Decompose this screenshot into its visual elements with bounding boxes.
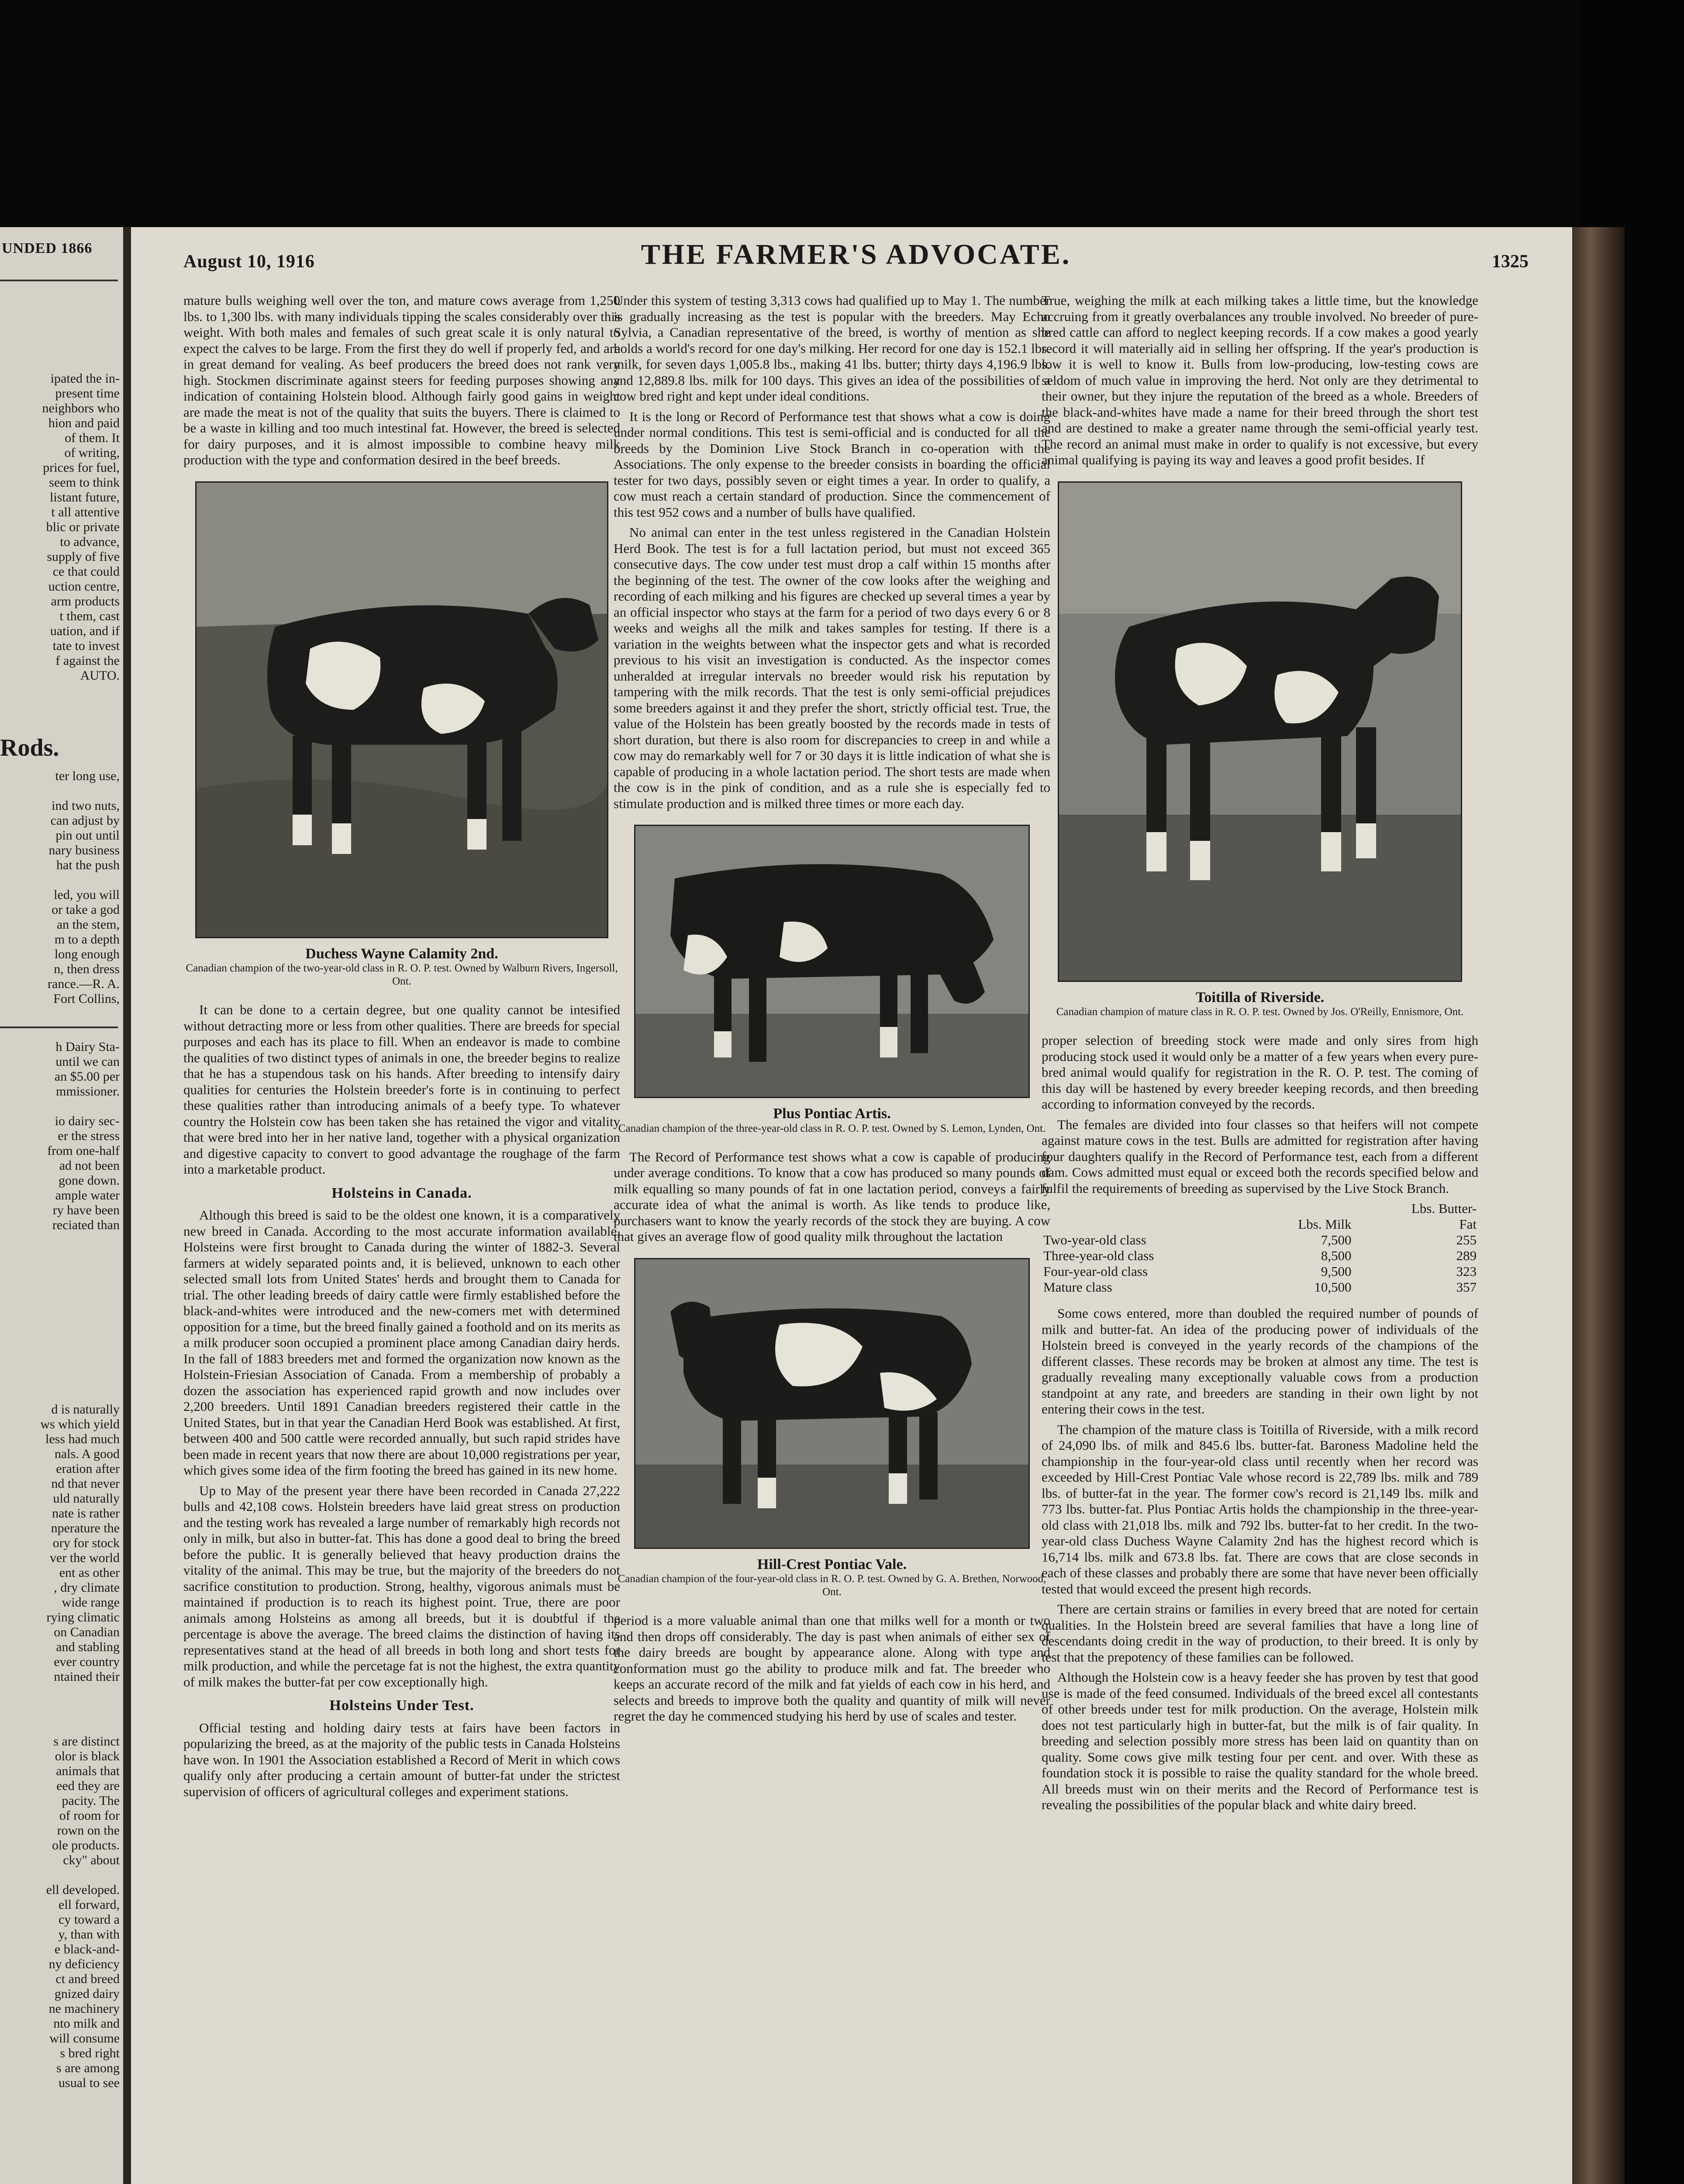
article-paragraph: No animal can enter in the test unless registered in the Canadian Holstein Herd Book. The test is for a full lactation period, but must not exceed 365 consecutive days. The cow under test must drop a calf within 15 months after the beginning of the test. The owner of the cow looks after the weighing and recording of each milking and his figures are checked up several times a year by an official inspector who stays at the farm for a period of two days every 6 or 8 weeks and weighs all the milk and takes samples for testing. If there is a variation in the weights between what the inspector gets and what is recorded previous to his visit an investigation is conducted. As the inspector comes unheralded at irregular intervals no breeder would risk his reputation by tampering with the milk records. That the test is only semi-official prejudices some breeders against it and they prefer the short, strictly official test. True, the value of the Holstein has been greatly boosted by the records made in tests of short duration, but there is also room for discrepancies to creep in and while a cow may do remarkably well for 7 or 30 days it is little indication of what she is capable of producing in a whole lactation period. The short tests are made when the cow is in the pink of condition, and as a rule she is especially fed to stimulate production and is milked three times or more each day. <box>614 525 1050 811</box>
table-cell-milk: 10,500 <box>1314 1279 1352 1295</box>
publication-title: THE FARMER'S ADVOCATE. <box>641 238 1071 270</box>
article-paragraph: The champion of the mature class is Toitilla of Riverside, with a milk record of 24,090 lbs. of milk and 845.6 lbs. butter-fat. Baroness Madoline held the championship in the four-year-old class until recently when her record was exceeded by Hill-Crest Pontiac Vale whose record is 22,789 lbs. milk and 789 lbs. of butter-fat in the year. The former cow's record is 21,149 lbs. milk and 773 lbs. butter-fat. Plus Pontiac Artis holds the championship in the three-year-old class with 21,018 lbs. milk and 792 lbs. butter-fat to her credit. In the two-year-old class Duchess Wayne Calamity 2nd has the highest record which is 16,714 lbs. milk and 673.8 lbs. fat. There are cows that are close seconds in each of these classes and probably there are some that have never been officially tested that would exceed the present high records. <box>1042 1421 1478 1597</box>
photo-caption-title: Duchess Wayne Calamity 2nd. <box>305 945 498 962</box>
section-heading: Holsteins Under Test. <box>329 1697 474 1714</box>
table-header-fat-top: Lbs. Butter- <box>1411 1201 1477 1216</box>
table-cell-class: Three-year-old class <box>1043 1248 1154 1263</box>
rop-standards-table <box>1042 1201 1478 1295</box>
article-paragraph: The females are divided into four classes so that heifers will not compete against mature cows in the test. Bulls are admitted for registration after having four daughters qualify in the Record of Performance test, each from a different dam. Cows admitted must equal or exceed both the records specified below and fulfil the requirements of breeding as supervised by the Live Stock Branch. <box>1042 1116 1478 1196</box>
article-paragraph: It can be done to a certain degree, but one quality cannot be intesified without detracting more or less from other qualities. There are breeds for special purposes and each has its place to fill. When an endeavor is made to combine the qualities of two distinct types of animals in one, the breeder begins to realize that he has a stupendous task on his hands. After breeding to intensify dairy qualities for centuries the Holstein breeder's forte is in continuing to perfect these qualities rather than introducing animals of a beefy type. To whatever country the Holstein cow has been taken she has retained the vigor and vitality that were bred into her in her native land, together with a physical organization and digestive capacity to convert to good advantage the roughage of the farm into a marketable product. <box>183 1002 620 1177</box>
photo-figure <box>614 1258 1050 1599</box>
photo-figure <box>614 825 1050 1135</box>
table-row <box>1042 1232 1478 1248</box>
article-paragraph: Under this system of testing 3,313 cows had qualified up to May 1. The number is gradually increasing as the test is popular with the breeders. May Echo Sylvia, a Canadian representative of the breed, is worthy of mention as she holds a world's record for one day's milking. Her record for one day is 152.1 lbs. milk, for seven days 1,005.8 lbs., making 41 lbs. butter; thirty days 4,196.9 lbs. and 12,889.8 lbs. milk for 100 days. This gives an idea of the possibilities of a cow bred right and kept under ideal conditions. <box>614 293 1050 404</box>
article-paragraph: There are certain strains or families in every breed that are noted for certain qualities. In the Holstein breed are several families that have a long line of descendants doing credit in the way of production, to their breed. It is only by test that the prepotency of these families can be followed. <box>1042 1601 1478 1665</box>
divider <box>0 280 118 281</box>
divider <box>0 1026 118 1028</box>
photo-figure <box>183 481 620 988</box>
table-header-fat: Fat <box>1459 1216 1477 1232</box>
issue-date: August 10, 1916 <box>183 252 315 272</box>
table-cell-class: Four-year-old class <box>1043 1264 1148 1279</box>
left-page-text: h Dairy Sta- until we can an $5.00 per mmissioner. io dairy sec- er the stress from one-half ad not been gone down. ample water ry have been reciated than <box>47 1040 120 1232</box>
scan-background-top <box>0 0 1684 227</box>
article-paragraph: The Record of Performance test shows what a cow is capable of producing under average conditions. To know that a cow has produced so many pounds of milk equalling so many pounds of fat in one lactation period, conveys a fairly accurate idea of what the animal is worth. As like tends to produce like, purchasers want to know the yearly records of the stock they are buying. A cow that gives an average flow of good quality milk throughout the lactation <box>614 1149 1050 1244</box>
article-paragraph: True, weighing the milk at each milking takes a little time, but the knowledge accruing from it greatly overbalances any trouble involved. No breeder of pure-bred cattle can afford to neglect keeping records. If a cow makes a good yearly record it will materially aid in selling her offspring. If the year's production is low it is well to know it. Bulls from low-producing, low-testing cows are seldom of much value in improving the herd. Not only are they detrimental to their owner, but they injure the reputation of the breed as a whole. Breeders of the black-and-whites have made a name for their breed through the short test and are destined to make a greater name through the semi-official yearly test. The record an animal must make in order to qualify is not excessive, but every animal qualifying is paying its way and leaves a good profit besides. If <box>1042 293 1478 467</box>
photo-figure <box>1042 481 1478 1019</box>
article-paragraph: It is the long or Record of Performance test that shows what a cow is doing under normal conditions. This test is semi-official and is conducted for all the breeds by the Dominion Live Stock Branch in co-operation with the Associations. The only expense to the breeder consists in boarding the official tester for two days, possibly seven or eight times a year. In order to qualify, a cow must reach a certain standard of production. Since the commencement of this test 952 cows and a number of bulls have qualified. <box>614 408 1050 520</box>
article-paragraph: Up to May of the present year there have been recorded in Canada 27,222 bulls and 42,108 cows. Holstein breeders have laid great stress on production and the testing work has revealed a large number of remarkably high records not only in milk, but also in butter-fat. This has done a good deal to bring the breed before the public. It is generally believed that heavy production drains the vitality of the animal. This may be true, but the majority of the breeders do not sacrifice constitution to production. Strong, healthy, vigorous animals must be maintained if production is to reach its highest point. True, there are poor animals among Holsteins as among all breeds, but it is doubtful if the percentage is above the average. The breed claims the distinction of having its representatives stand at the head of all breeds in both long and short tests for milk production, and while the percetage fat is not the highest, the extra quantity of milk makes the butter-fat per cow exceptionally high. <box>183 1482 620 1690</box>
table-cell-class: Mature class <box>1043 1279 1112 1295</box>
photo-caption-title: Plus Pontiac Artis. <box>773 1106 891 1122</box>
cow-photo <box>634 1258 1030 1549</box>
table-cell-fat: 255 <box>1456 1232 1477 1248</box>
page-number: 1325 <box>1492 252 1529 272</box>
left-page-text: ipated the in- present time neighbors who hion and paid of them. It of writing, prices for fuel, seem to think listant future, t all attentive blic or private to advance, supply of five ce that could uction centre, arm products t them, cast uation, and if tate to invest f against the AUTO. <box>42 371 120 683</box>
table-cell-milk: 9,500 <box>1321 1264 1352 1279</box>
left-page-heading: Rods. <box>0 734 59 761</box>
left-page-text: s are distinct olor is black animals that eed they are pacity. The of room for rown on the ole products. cky" about ell developed. ell forward, cy toward a y, than with e black-and- ny deficiency ct and breed gnized dairy ne machinery nto milk and will consume s bred right s are among usual to see <box>46 1734 120 2090</box>
table-cell-class: Two-year-old class <box>1043 1232 1146 1248</box>
table-cell-fat: 323 <box>1456 1264 1477 1279</box>
page-header <box>183 238 1529 277</box>
article-paragraph: Some cows entered, more than doubled the required number of pounds of milk and butter-fat. An idea of the producing power of individuals of the Holstein breed is conveyed in the yearly records of the champions of the different classes. These records may be broken at almost any time. The test is gradually revealing many exceptionally valuable cows from a production standpoint at any rate, and breeders are standing in their own light by not entering their cows in the test. <box>1042 1306 1478 1417</box>
table-row <box>1042 1248 1478 1264</box>
article-paragraph: Although the Holstein cow is a heavy feeder she has proven by test that good use is made of the feed consumed. Individuals of the breed excel all contestants of other breeds under test for milk production. On the average, Holstein milk does not test particularly high in butter-fat, but the milk is of fair quality. In breeding and selection possibly more stress has been laid on quantity than on quality. Some cows give milk testing four per cent. and over. With these as foundation stock it is possible to raise the quality standard for the whole breed. All breeds must win on their merits and the Record of Performance test is revealing the possibilities of the popular black and white dairy breed. <box>1042 1669 1478 1812</box>
cow-photo <box>1058 481 1462 982</box>
table-cell-fat: 357 <box>1456 1279 1477 1295</box>
cow-photo <box>634 825 1030 1098</box>
article-column-3 <box>1042 293 1478 1818</box>
table-cell-milk: 8,500 <box>1321 1248 1352 1263</box>
table-row <box>1042 1264 1478 1279</box>
section-heading: Holsteins in Canada. <box>331 1185 472 1201</box>
photo-caption: Canadian champion of the two-year-old class in R. O. P. test. Owned by Walburn Rivers, Ingersoll, Ont. <box>186 962 618 987</box>
article-paragraph: Although this breed is said to be the oldest one known, it is a comparatively new breed in Canada. According to the most accurate information available, Holsteins were first brought to Canada during the winter of 1882-3. Several farmers at widely separated points and, it is believed, unknown to each other selected small lots from United States' herds and brought them to Canada for trial. The other leading breeds of dairy cattle were firmly established before the black-and-whites were introduced and the new-comers met with determined opposition for a time, but the breed finally gained a foothold and on its merits as a milk producer soon occupied a prominent place among Canadian dairy herds. In the fall of 1883 breeders met and formed the organization now known as the Holstein-Friesian Association of Canada. From a membership of probably a dozen the association has experienced rapid growth and now includes over 2,200 breeders. Until 1891 Canadian breeders registered their cattle in the United States, but in that year the Canadian Herd Book was established. At first, between 400 and 500 cattle were recorded annually, but such rapid strides have been made in recent years that now there are about 10,000 registrations per year, which gives some idea of the firm footing the breed has gained in its new home. <box>183 1207 620 1478</box>
table-header-milk: Lbs. Milk <box>1298 1216 1352 1232</box>
table-row <box>1042 1279 1478 1295</box>
article-column-1 <box>183 293 620 1804</box>
left-page-text: d is naturally ws which yield less had much nals. A good eration after nd that never uld naturally nate is rather nperature the ory for stock ver the world ent as other , dry climate wide range rying climatic on Canadian and stabling ever country ntained their <box>40 1402 120 1684</box>
article-paragraph: period is a more valuable animal than one that milks well for a month or two and then drops off considerably. The day is past when animals of either sex of the dairy breeds are bought by appearance alone. Along with type and conformation must go the ability to produce milk and fat. The breeder who keeps an accurate record of the milk and fat yields of each cow in his herd, and selects and breeds to improve both the quality and quantity of milk will never regret the day he commenced studying his herd by use of scales and tester. <box>614 1613 1050 1724</box>
article-paragraph: mature bulls weighing well over the ton, and mature cows average from 1,250 lbs. to 1,300 lbs. with many individuals tipping the scales considerably over this weight. With both males and females of such great scale it is only natural to expect the calves to be large. From the first they do well if properly fed, and are in great demand for vealing. As beef producers the breed does not rank very high. Stockmen discriminate against steers for feeding purposes showing any indication of containing Holstein blood. Although fairly good gains in weight are made the meat is not of the quality that suits the buyers. There is claimed to be a waste in killing and too much intestinal fat. However, the breed is selected for dairy purposes, and it is almost impossible to combine heavy milk production with the type and conformation desired in the beef breeds. <box>183 293 620 467</box>
photo-caption: Canadian champion of mature class in R. O. P. test. Owned by Jos. O'Reilly, Ennismore, Ont. <box>1056 1006 1464 1018</box>
photo-caption: Canadian champion of the four-year-old class in R. O. P. test. Owned by G. A. Brethen, Norwood, Ont. <box>618 1573 1046 1598</box>
book-binding <box>1572 227 1625 2184</box>
left-facing-page <box>0 227 131 2184</box>
photo-caption: Canadian champion of the three-year-old class in R. O. P. test. Owned by S. Lemon, Lynden, Ont. <box>618 1122 1046 1134</box>
newspaper-page <box>131 227 1572 2184</box>
left-page-header: UNDED 1866 <box>2 240 93 256</box>
article-paragraph: Official testing and holding dairy tests at fairs have been factors in popularizing the breed, as at the majority of the public tests in Canada Holsteins have won. In 1901 the Association established a Record of Merit in which cows qualify only after producing a certain amount of butter-fat under the strictest supervision of officers of agricultural colleges and experiment stations. <box>183 1720 620 1799</box>
photo-caption-title: Hill-Crest Pontiac Vale. <box>757 1556 907 1572</box>
left-page-text: ter long use, ind two nuts, can adjust by pin out until nary business hat the push led, you will or take a god an the stem, m to a depth long enough n, then dress rance.—R. A. Fort Collins, <box>48 769 120 1006</box>
article-paragraph: proper selection of breeding stock were made and only sires from high producing stock used it would only be a matter of a few years when every pure-bred animal would qualify for registration in the R. O. P. test. The coming of this day will be hastened by every breeder keeping records, and then breeding according to information conveyed by the records. <box>1042 1033 1478 1112</box>
article-column-2 <box>614 293 1050 1729</box>
table-cell-fat: 289 <box>1456 1248 1477 1263</box>
cow-photo <box>195 481 608 938</box>
photo-caption-title: Toitilla of Riverside. <box>1195 989 1325 1006</box>
table-cell-milk: 7,500 <box>1321 1232 1352 1248</box>
